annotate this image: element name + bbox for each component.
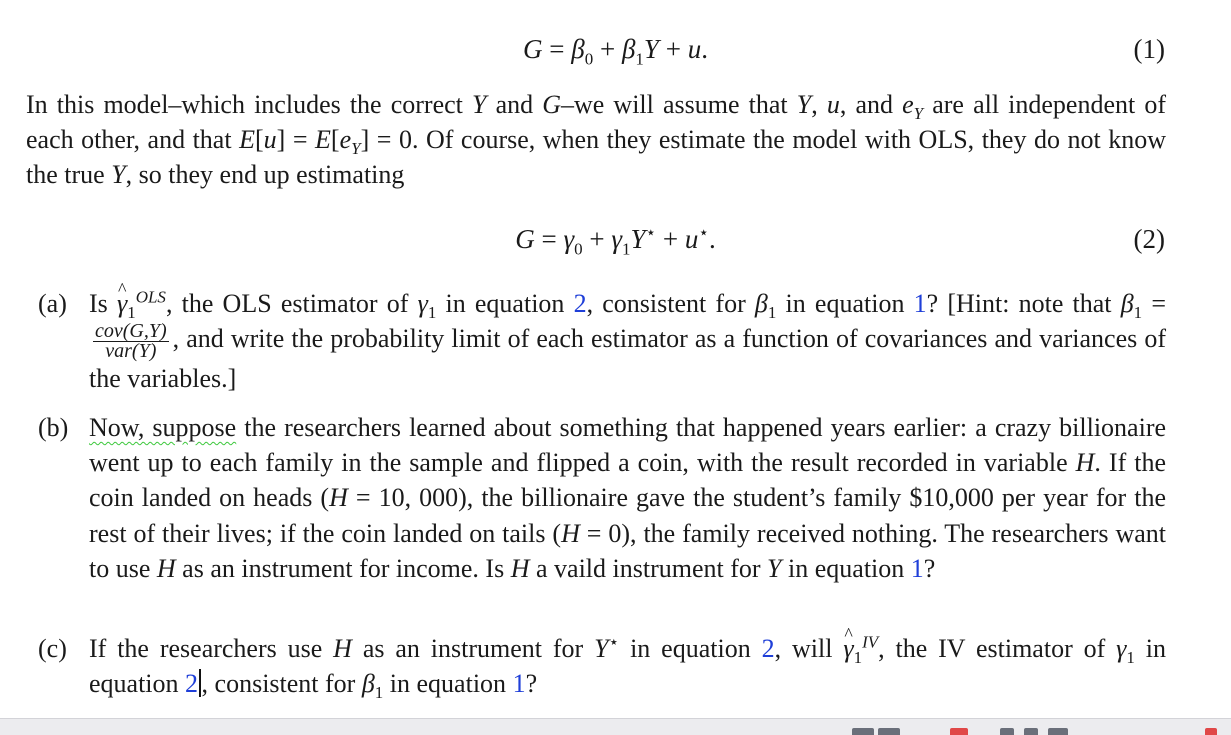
equation-2-number: (2) bbox=[1133, 224, 1165, 254]
equation-1-link[interactable]: 1 bbox=[910, 553, 924, 583]
equation-1-number: (1) bbox=[1133, 34, 1165, 64]
question-c-label: (c) bbox=[38, 634, 67, 663]
question-b-label: (b) bbox=[38, 413, 69, 442]
question-a: (a) Is ^ $\gamma_1^{OLS}$, the OLS estimator of $\gamma_1$ in equation 2, consistent for $\beta_1$ in equation 1? [Hint: note that $\beta_1$ = $\frac{\text{cov(G,Y)}}{\text{var(Y)}}$ , and write the probability limit of each estimator as a function of covariances and variances of the variables.] bbox=[38, 286, 1166, 396]
hint-fraction: $\frac{\text{cov(G,Y)}}{\text{var(Y)}}$ bbox=[95, 319, 167, 362]
equation-1: $G = \beta_0 + \beta_1Y + u$. bbox=[523, 34, 708, 69]
equation-1-link[interactable]: 1 bbox=[512, 669, 526, 699]
text-cursor bbox=[199, 669, 201, 697]
equation-2: $G = \gamma_0 + \gamma_1Y^⋆ + u^⋆$. bbox=[515, 223, 716, 259]
bottom-toolbar bbox=[0, 718, 1231, 735]
question-b: (b) Now, suppose the researchers learned about something that happened years earlier: a crazy billionaire went up to each family in the sample and flipped a coin, with the result recorded in variable H. If the coin landed on heads (H = 10, 000), the billionaire gave the student’s family $10,000 per year for the rest of their lives; if the coin landed on tails (H = 0), the family received nothing. The researchers want to use H as an instrument for income. Is H a vaild instrument for Y in equation 1? bbox=[38, 410, 1166, 586]
equation-1-link[interactable]: 1 bbox=[913, 289, 927, 318]
equation-2-link[interactable]: 2 bbox=[573, 289, 587, 318]
spellcheck-underline: Now, suppose bbox=[89, 413, 237, 442]
question-a-label: (a) bbox=[38, 289, 67, 318]
intro-paragraph: In this model–which includes the correct Y and G–we will assume that Y, u, and $e_Y$ are all independent of each other, and that $E[u] = E[e_Y] = 0$. Of course, when they estimate the model with OLS, they do not know the true Y, so they end up estimating bbox=[26, 90, 1167, 189]
equation-2-link[interactable]: 2 bbox=[761, 634, 775, 663]
equation-2-link[interactable]: 2 bbox=[185, 669, 199, 699]
question-c: (c) If the researchers use H as an instrument for Y⋆ in equation 2, will ^ $\gamma_1^{IV}$, the IV estimator of $\gamma_1$ in equation 2 , consistent for $\beta_1$ in equation 1? bbox=[38, 631, 1166, 701]
